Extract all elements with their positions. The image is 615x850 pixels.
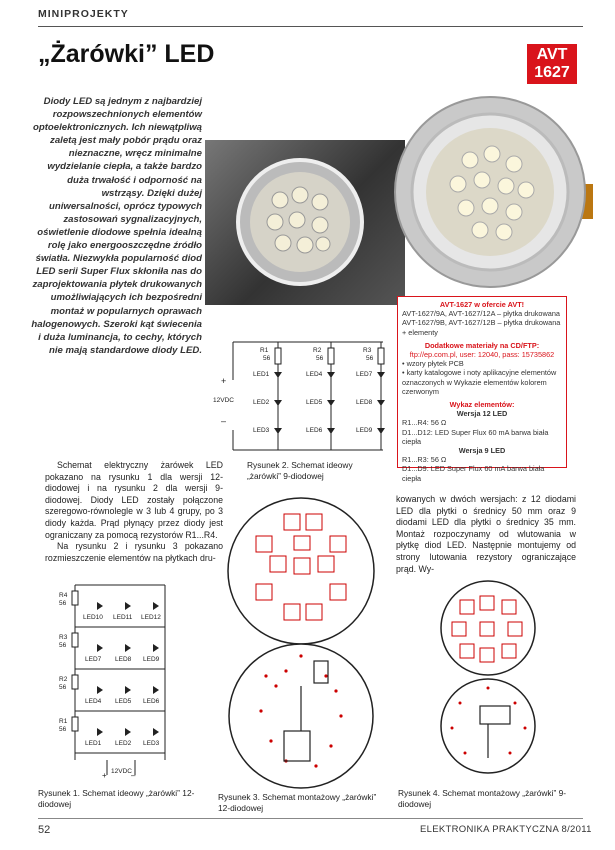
led12-1: LED1 — [85, 740, 102, 747]
r12-value-4: 56 — [59, 600, 67, 607]
r12-label-1: R1 — [59, 718, 68, 725]
r9-label-1: R1 — [260, 347, 269, 354]
led9-8: LED8 — [356, 399, 373, 406]
led9-7: LED7 — [356, 371, 373, 378]
infobox-v9-resistors: R1...R3: 56 Ω — [402, 455, 447, 465]
led12-8: LED8 — [115, 656, 132, 663]
led12-4: LED4 — [85, 698, 102, 705]
infobox-v12-diodes: D1...D12: LED Super Flux 60 mA barwa biała ciepła — [402, 427, 549, 446]
r12-label-4: R4 — [59, 592, 68, 599]
pcb-9-led-layouts — [430, 578, 550, 778]
intro-paragraph: Diody LED są jednym z najbardziej rozpowszechnionych elementów optoelektronicznych. Ich niewątpliwą zaletą jest mały pobór prądu oraz nieznaczne, wręcz minimalne wydzielanie ciepła, a także bardzo duża trwałość i odporność na wstrząsy. Dzięki dużej uniwersalności, oprócz typowych zastosowań sygnalizacyjnych, oświetlenie diodowe spełnia idealną rolę jako energooszczędne źródło światła. Niezwykła popularność diod LED serii Super Flux skłoniła nas do zaprojektowania płytek drukowanych umożliwiających ich bezpośredni montaż w popularnych oprawach halogenowych. Szeroki kąt świecenia i duża luminancja, to cechy, których nie mają standardowe diody LED. — [31, 96, 202, 356]
footer-rule — [38, 818, 583, 819]
section-label: MINIPROJEKTY — [38, 8, 129, 20]
r9-label-2: R2 — [313, 347, 322, 354]
magazine-issue: ELEKTRONIKA PRAKTYCZNA 8/2011 — [420, 824, 592, 835]
caption-fig4: Rysunek 4. Schemat montażowy „żarówki” 9-diodowej — [398, 788, 567, 809]
article-title: „Żarówki” LED — [38, 40, 215, 68]
r9-label-3: R3 — [363, 347, 372, 354]
infobox-bullet-1: • wzory płytek PCB — [402, 359, 464, 369]
body1-paragraph-2: Na rysunku 2 i rysunku 3 pokazano rozmieszczenie elementów na płytkach dru- — [45, 541, 223, 563]
led12-6: LED6 — [143, 698, 160, 705]
infobox-offer: AVT-1627/9A, AVT-1627/12A – płytka drukowana AVT-1627/9B, AVT-1627/12B – płytka drukowana + elementy — [402, 309, 561, 337]
kit-info-box — [397, 296, 567, 483]
r9-value-2: 56 — [316, 355, 324, 362]
led12-7: LED7 — [85, 656, 102, 663]
schem9-plus: + — [221, 376, 227, 386]
led9-6: LED6 — [306, 427, 323, 434]
avt-badge-line1: AVT — [536, 46, 568, 63]
schem12-minus: – — [131, 771, 136, 780]
r12-value-3: 56 — [59, 642, 67, 649]
r9-value-1: 56 — [263, 355, 271, 362]
infobox-v9-title: Wersja 9 LED — [458, 446, 506, 456]
header-rule — [38, 26, 583, 27]
led12-2: LED2 — [115, 740, 132, 747]
infobox-v12-title: Wersja 12 LED — [456, 409, 508, 419]
round-fixture-graphic — [390, 92, 595, 297]
body-column-1 — [45, 460, 223, 564]
led12-3: LED3 — [143, 740, 160, 747]
led12-10: LED10 — [83, 614, 103, 621]
r12-label-3: R3 — [59, 634, 68, 641]
led9-5: LED5 — [306, 399, 323, 406]
led9-3: LED3 — [253, 427, 270, 434]
r12-value-2: 56 — [59, 684, 67, 691]
infobox-ftp-link[interactable]: ftp://ep.com.pl, user: 12040, pass: 15735862 — [409, 350, 555, 360]
led9-2: LED2 — [253, 399, 270, 406]
infobox-list-title: Wykaz elementów: — [449, 400, 515, 410]
led12-12: LED12 — [141, 614, 161, 621]
infobox-v9-diodes: D1...D9: LED Super Flux 60 mA barwa biała ciepła — [402, 464, 545, 483]
pcb-12-led-layouts — [226, 486, 386, 791]
photo-square-fixture — [205, 140, 405, 305]
led12-9: LED9 — [143, 656, 160, 663]
avt-badge — [527, 44, 577, 84]
infobox-v12-resistors: R1...R4: 56 Ω — [402, 418, 447, 428]
schem12-supply: 12VDC — [111, 768, 132, 775]
led12-5: LED5 — [115, 698, 132, 705]
page-number: 52 — [38, 824, 51, 836]
r12-value-1: 56 — [59, 726, 67, 733]
schem9-minus: – — [221, 416, 227, 426]
led9-1: LED1 — [253, 371, 270, 378]
caption-fig2: Rysunek 2. Schemat ideowy „żarówki” 9-diodowej — [247, 460, 353, 481]
photo-round-fixture — [390, 92, 595, 297]
schem9-supply: 12VDC — [213, 397, 234, 404]
avt-badge-line2: 1627 — [534, 64, 570, 81]
body1-paragraph-1: Schemat elektryczny żarówek LED pokazano na rysunku 1 dla wersji 12-diodowej i na rysunku 2 dla wersji 9-diodowej. Diody LED zostały połączone szeregowo-równolegle w 3 lub 4 grupy, po 3 diody każda. Prąd płynący przez diody jest ograniczany za pomocą rezystorów R1...R4. — [45, 460, 223, 540]
caption-fig3: Rysunek 3. Schemat montażowy „żarówki” 12-diodowej — [218, 792, 377, 813]
schem12-plus: + — [102, 771, 107, 780]
infobox-bullet-2: • karty katalogowe i noty aplikacyjne elementów oznaczonych w Wykazie elementów kolorem czerwonym — [402, 368, 557, 396]
r12-label-2: R2 — [59, 676, 68, 683]
square-fixture-graphic — [205, 140, 405, 305]
led12-11: LED11 — [113, 614, 133, 621]
infobox-cd-title: Dodatkowe materiały na CD/FTP: — [424, 340, 540, 350]
schematic-12-led — [55, 575, 190, 780]
schematic-9-led — [213, 332, 398, 457]
r9-value-3: 56 — [366, 355, 374, 362]
infobox-title: AVT-1627 w ofercie AVT! — [439, 300, 525, 309]
led9-9: LED9 — [356, 427, 373, 434]
led9-4: LED4 — [306, 371, 323, 378]
caption-fig1: Rysunek 1. Schemat ideowy „żarówki” 12-diodowej — [38, 788, 195, 809]
body-column-2: kowanych w dwóch wersjach: z 12 diodami LED dla płytki o średnicy 50 mm oraz 9 diodami LED dla płytki o średnicy 35 mm. Montaż rozpoczynamy od wlutowania w płytkę diod LED. Następnie montujemy od strony lutowania rezystory ograniczające prąd. Wy- — [396, 494, 576, 574]
